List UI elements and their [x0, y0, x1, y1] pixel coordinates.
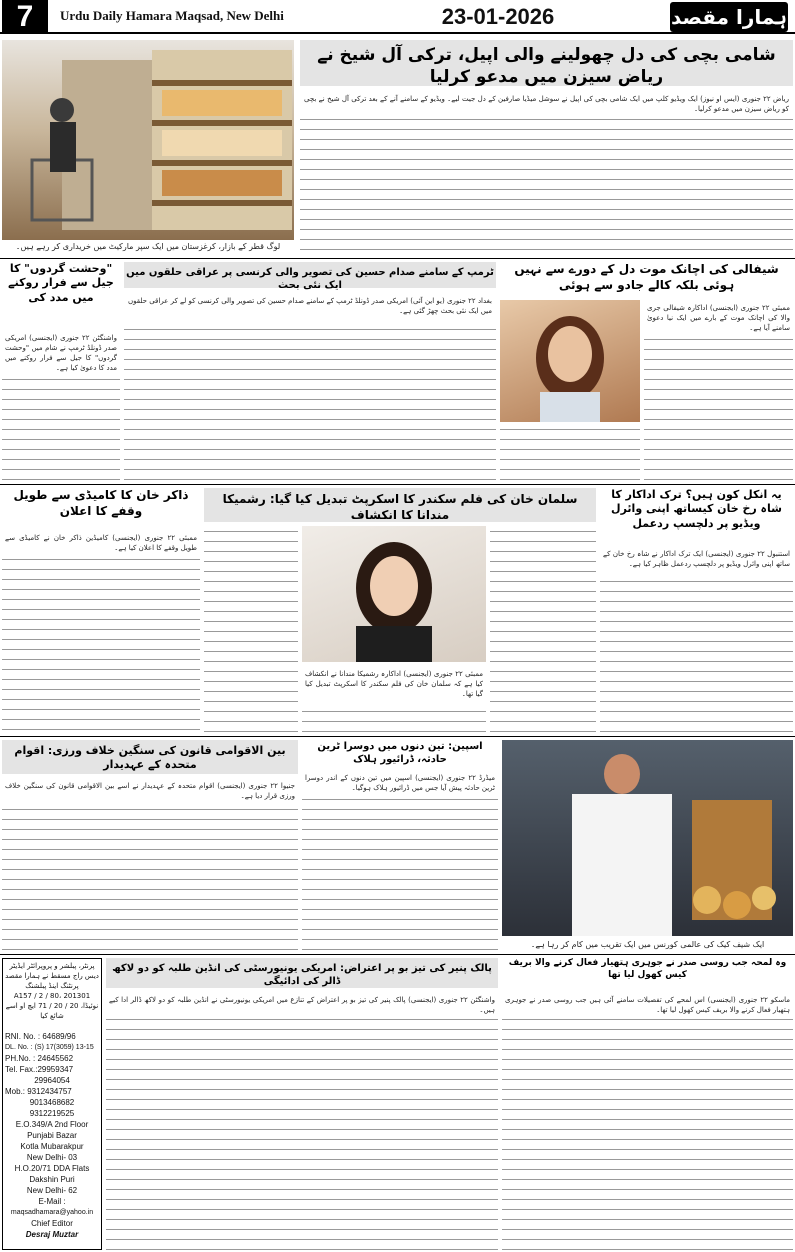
article-text: ریاض ۲۲ جنوری (ایس او نیوز) ایک ویڈیو کلپ میں ایک شامی بچی کی اپیل نے سوشل میڈیا صارفین کے دل جیت لیے۔ ویڈیو کے سامنے آنے کے بعد ترکی آل شیخ نے بچی کو ریاض سیزن میں مدعو کرلیا۔ [300, 90, 793, 118]
newspaper-logo: ہمارا مقصد [670, 2, 788, 32]
imprint-address-line: Punjabi Bazar [27, 1131, 77, 1140]
article-text: ماسکو ۲۲ جنوری (ایجنسی) اس لمحے کی تفصیلات سامنے آئی ہیں جب روسی صدر نے جوہری ہتھیار فعال کرنے والا بریف کیس کھول لیا تھا۔ [502, 992, 793, 1018]
imprint-email: maqsadhamara@yahoo.in [10, 1209, 94, 1216]
issue-date: 23-01-2026 [441, 4, 555, 29]
grocery-photo-drawing [2, 40, 294, 240]
section-divider [0, 484, 795, 485]
article-body-ye-uncle [600, 546, 793, 732]
imprint-mobile-2: 9013468682 [29, 1098, 75, 1107]
section-divider [0, 954, 795, 955]
imprint-mobile: Mob.: 9312434757 [5, 1087, 72, 1096]
article-text: ممبئی ۲۲ جنوری (ایجنسی) اداکارہ رشمیکا مندانا نے انکشاف کیا ہے کہ سلمان خان کی فلم سکندر کا اسکرپٹ تبدیل کیا گیا تھا۔ [302, 666, 486, 702]
headline-palak-paneer: پالک پنیر کی تیز بو پر اعتراض: امریکی یونیورسٹی کی انڈین طلبہ کو دو لاکھ ڈالر کی ادائیگی [112, 963, 492, 987]
imprint-rni: RNI. No. : 64689/96 [5, 1032, 76, 1041]
rashmika-photo [302, 526, 486, 662]
page-number: 7 [2, 0, 48, 34]
imprint-mobile-3: 9312219525 [29, 1109, 75, 1118]
article-text: میڈرڈ ۲۲ جنوری (ایجنسی) اسپین میں تین دنوں کے اندر دوسرا ٹرین حادثہ پیش آیا جس میں ڈرائیور ہلاک ہوگیا۔ [302, 770, 498, 796]
article-body-salman-bottom [302, 666, 486, 732]
headline-wahshat-gardon: "وحشت گردوں" کا جیل سے فرار روکنے میں مدد کی [8, 262, 114, 304]
chef-photo-drawing [502, 740, 793, 936]
article-body-shami-bachi [300, 90, 793, 250]
headline-un-official: بین الاقوامی قانون کی سنگین خلاف ورزی: اقوام متحدہ کے عہدیدار [14, 744, 286, 772]
article-body-palak-paneer [106, 992, 498, 1250]
article-body-zakir-khan [2, 530, 200, 730]
imprint-address-line: Dakshin Puri [29, 1175, 75, 1184]
headline-russian-president: وہ لمحہ جب روسی صدر نے جوہری ہتھیار فعال کرنے والا بریف کیس کھول لیا تھا [508, 958, 787, 980]
imprint-address-line: Kotla Mubarakpur [20, 1142, 84, 1151]
headline-ye-uncle: یہ انکل کون ہیں؟ ترک اداکار کا شاہ رخ خان کیساتھ اپنی وائرل ویڈیو پر دلچسپ ردعمل [611, 488, 782, 530]
article-body-spain-train [302, 770, 498, 950]
imprint-tel-fax: Tel. Fax.:29959347 [5, 1065, 74, 1074]
grocery-photo-caption: لوگ قطر کے بازار، کرغزستان میں ایک سپر مارکیٹ میں خریداری کر رہے ہیں۔ [15, 242, 281, 251]
headline-zakir-khan: ذاکر خان کا کامیڈی سے طویل وقفے کا اعلان [13, 488, 189, 518]
imprint-address-urdu: A157 / 2 / 80، 201301 نوئیڈا، 20 / 20 / 71 ایچ او اسے شائع کیا [5, 992, 99, 1020]
article-text: واشنگٹن ۲۲ جنوری (ایجنسی) پالک پنیر کی تیز بو پر اعتراض کے تنازع میں امریکی یونیورسٹی نے انڈین طلبہ کو دو لاکھ ڈالر ادا کیے ہیں۔ [106, 992, 498, 1018]
article-body-wahshat-gardon [2, 330, 120, 480]
article-body-shefali-side [644, 300, 793, 480]
article-body-trump-saddam [124, 292, 496, 480]
headline-salman-sikandar: سلمان خان کی فلم سکندر کا اسکرپٹ تبدیل کیا گیا: رشمیکا مندانا کا انکشاف [222, 492, 578, 522]
article-body-un-official [2, 778, 298, 950]
paper-name-line: Urdu Daily Hamara Maqsad, New Delhi [60, 8, 284, 23]
article-body-shefali-bottom [500, 426, 640, 480]
article-body-salman-right [490, 526, 596, 732]
imprint-address-line: E.O.349/A 2nd Floor [15, 1120, 89, 1129]
article-text: واشنگٹن ۲۲ جنوری (ایجنسی) امریکی صدر ڈونلڈ ٹرمپ نے شام میں "وحشت گردوں" کا جیل سے فرار روکنے میں مدد کا دعویٰ کیا ہے۔ [2, 330, 120, 376]
headline-shami-bachi: شامی بچی کی دل چھولینے والی اپیل، ترکی آل شیخ نے ریاض سیزن میں مدعو کرلیا [317, 45, 776, 88]
grocery-photo [2, 40, 294, 240]
portrait-drawing [500, 300, 640, 422]
article-text: استنبول ۲۲ جنوری (ایجنسی) ایک ترک اداکار نے شاہ رخ خان کے ساتھ اپنی وائرل ویڈیو پر دلچسپ ردعمل ظاہر کیا ہے۔ [600, 546, 793, 572]
imprint-dl: DL. No. : (S) 17(3059) 13-15 [5, 1044, 94, 1051]
imprint-chief-name: Desraj Muztar [25, 1230, 79, 1239]
imprint-intro: پرنٹر، پبلشر و پروپرائٹر ایڈیٹر دیس راج مسقط نے ہمارا مقصد پرنٹنگ اینڈ پبلشنگ [5, 962, 99, 990]
imprint-email-label: E-Mail : [38, 1197, 66, 1206]
article-text: بغداد ۲۲ جنوری (یو این آئی) امریکی صدر ڈونلڈ ٹرمپ کے سامنے صدام حسین کی تصویر والی کرنسی کو لے کر عراقی حلقوں میں ایک نئی بحث چھڑ گئی ہے۔ [124, 292, 496, 320]
chef-photo-caption: ایک شیف کیک کی عالمی کورنس میں ایک تقریب میں کام کر رہا ہے۔ [530, 940, 765, 949]
imprint-phone: PH.No. : 24645562 [5, 1054, 74, 1063]
article-body-salman-left [204, 526, 298, 732]
section-divider [0, 736, 795, 737]
imprint-address-line: H.O.20/71 DDA Flats [14, 1164, 90, 1173]
imprint-box [2, 958, 102, 1250]
chef-photo [502, 740, 793, 936]
section-divider [0, 258, 795, 259]
imprint-tel2: 29964054 [34, 1076, 70, 1085]
portrait-drawing [302, 526, 486, 662]
imprint-address-line: New Delhi- 03 [26, 1153, 78, 1162]
article-text: ممبئی ۲۲ جنوری (ایجنسی) کامیڈین ذاکر خان نے کامیڈی سے طویل وقفے کا اعلان کیا ہے۔ [2, 530, 200, 556]
headline-trump-saddam: ٹرمپ کے سامنے صدام حسین کی تصویر والی کرنسی پر عراقی حلقوں میں ایک نئی بحث [126, 267, 494, 291]
imprint-chief-label: Chief Editor [31, 1219, 73, 1228]
article-text: ممبئی ۲۲ جنوری (ایجنسی) اداکارہ شیفالی جری والا کی اچانک موت کے بارے میں ایک نیا دعویٰ سامنے آیا ہے۔ [644, 300, 793, 336]
article-text: جنیوا ۲۲ جنوری (ایجنسی) اقوام متحدہ کے عہدیدار نے اسے بین الاقوامی قانون کی سنگین خلاف ورزی قرار دیا ہے۔ [2, 778, 298, 804]
headline-spain-train: اسپین: تین دنوں میں دوسرا ٹرین حادثہ، ڈرائیور ہلاک [317, 741, 483, 765]
article-body-russian-president [502, 992, 793, 1250]
imprint-address-line: New Delhi- 62 [26, 1186, 78, 1195]
headline-shefali: شیفالی کی اچانک موت دل کے دورے سے نہیں ہوئی بلکہ کالے جادو سے ہوئی [514, 262, 779, 292]
shefali-photo [500, 300, 640, 422]
